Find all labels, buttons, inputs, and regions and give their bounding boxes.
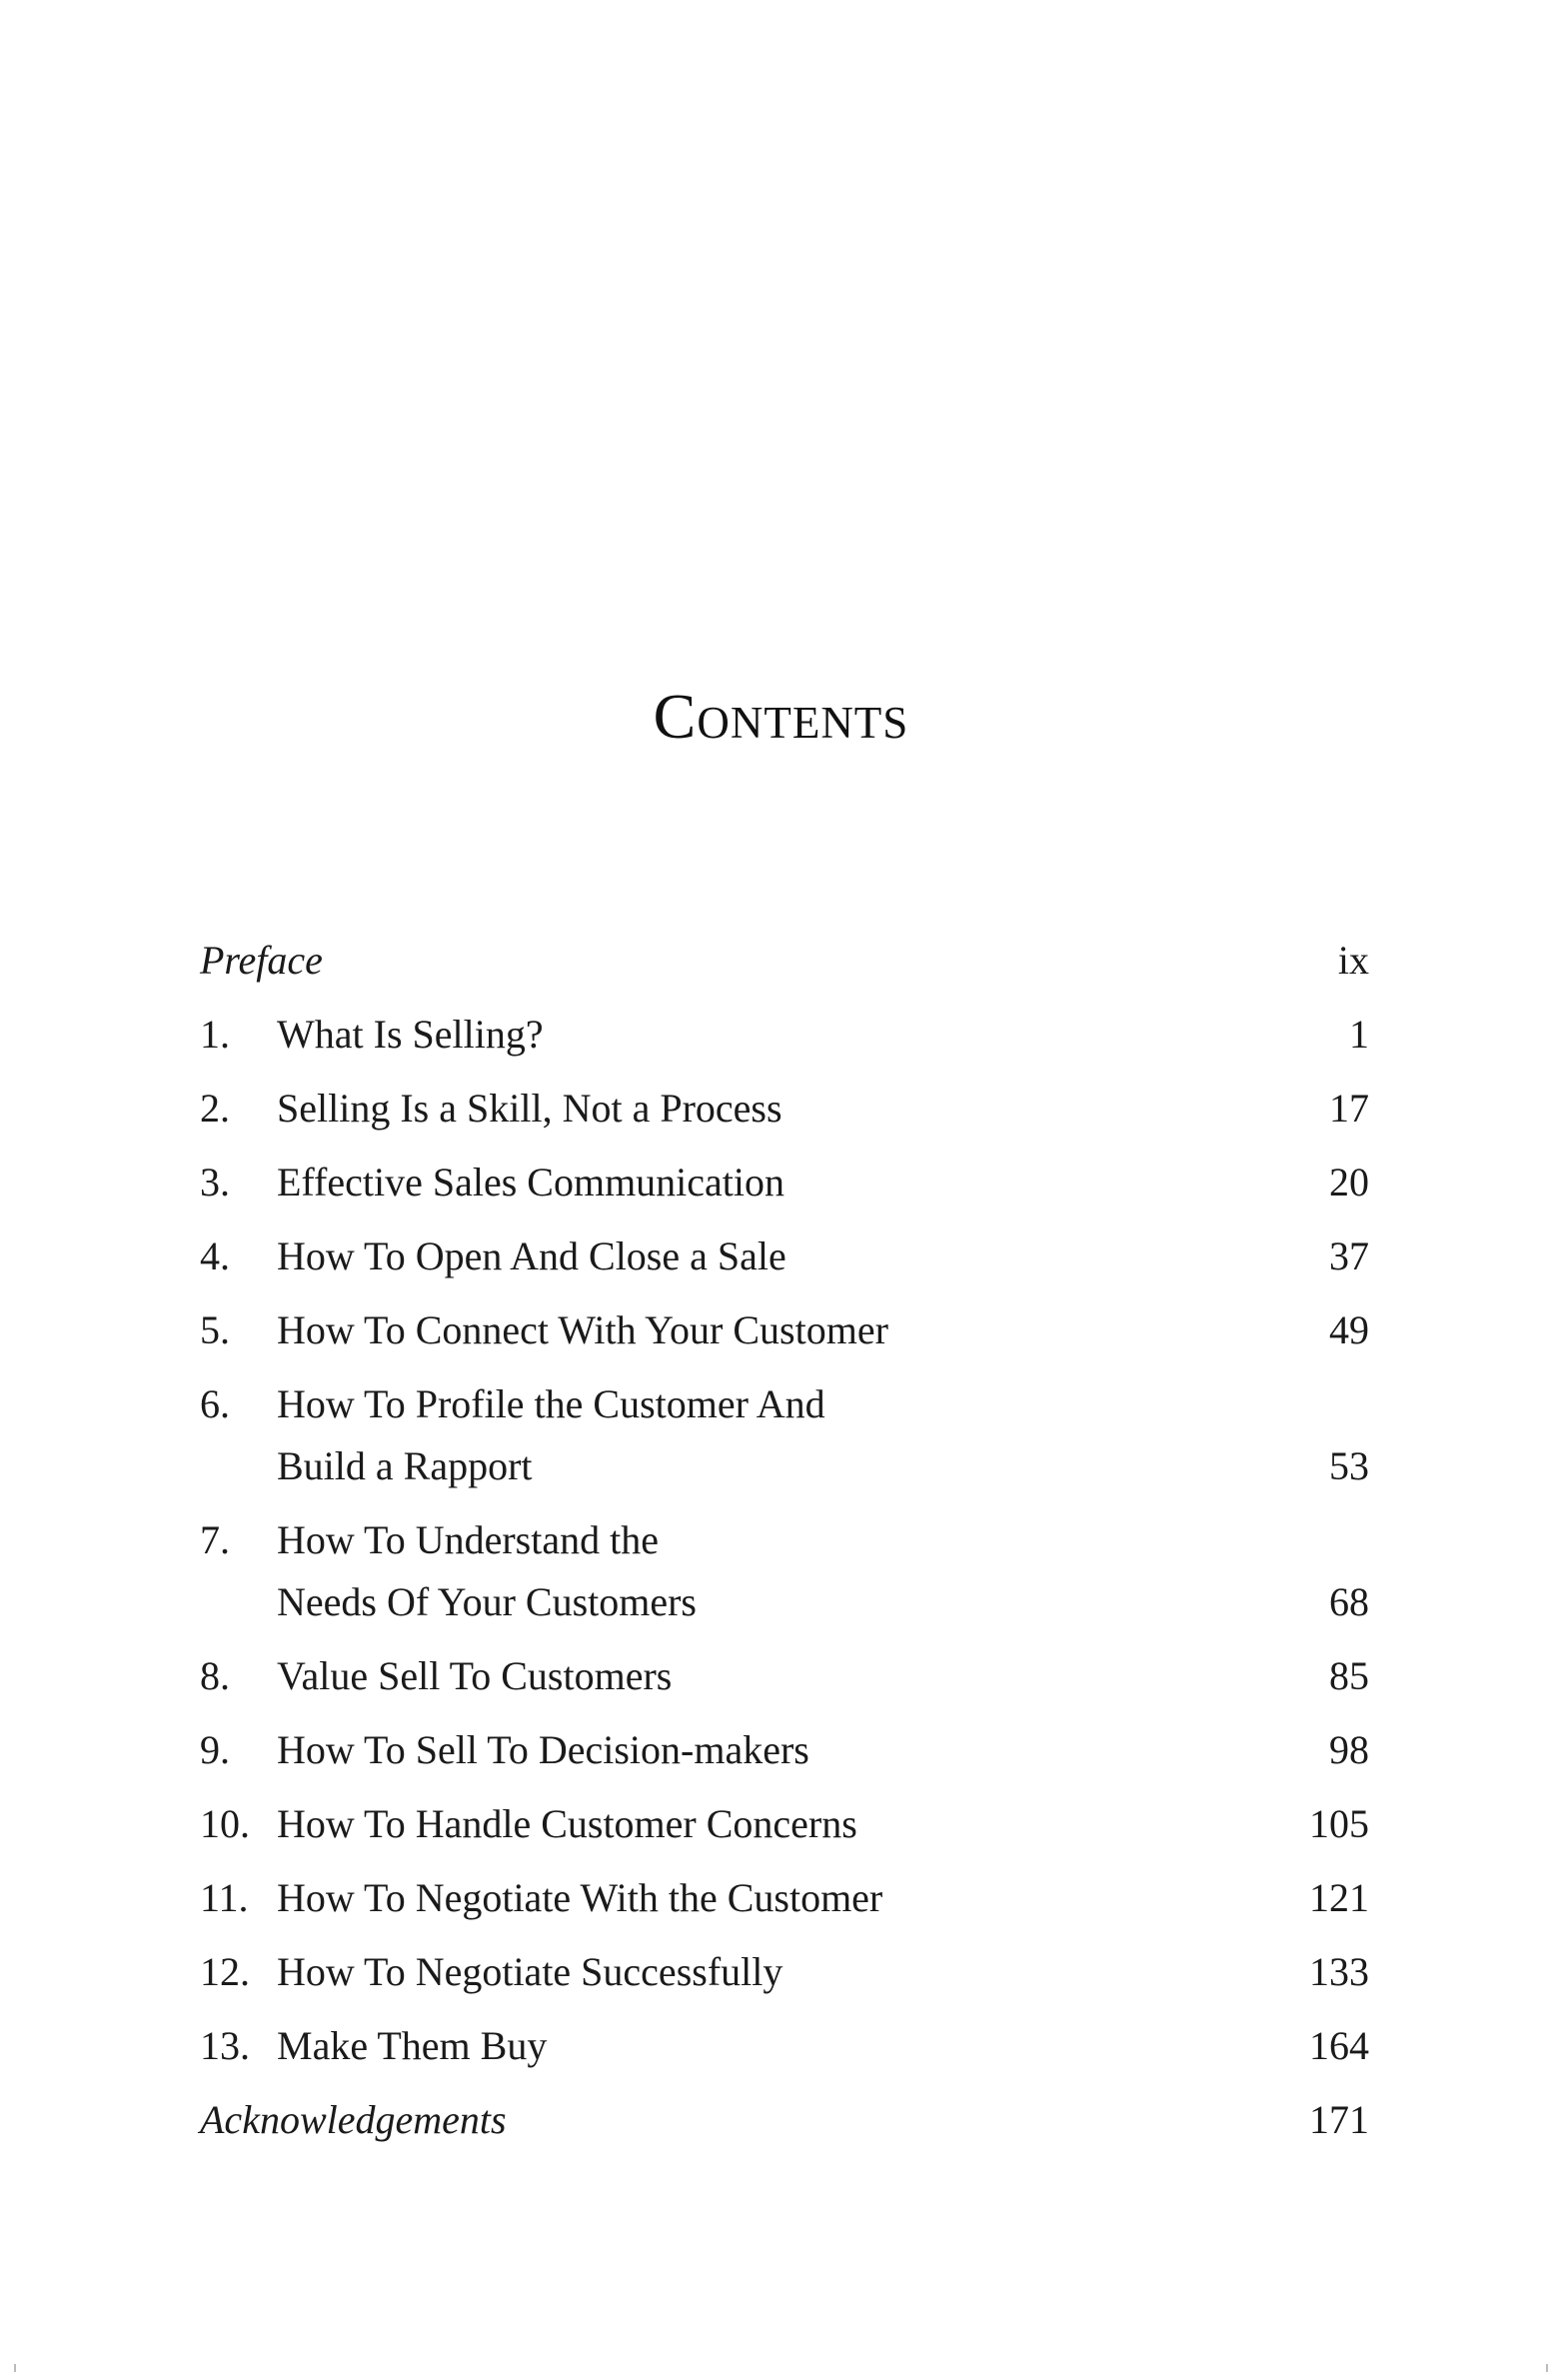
- page-number: 85: [1329, 1653, 1369, 1698]
- toc-entry[interactable]: [200, 1645, 1369, 1707]
- toc-entry[interactable]: [200, 1509, 1369, 1633]
- toc-entry[interactable]: [200, 1373, 1369, 1497]
- table-of-contents: [200, 930, 1369, 2163]
- page-number: 105: [1309, 1801, 1369, 1846]
- crop-mark: [1546, 2364, 1548, 2372]
- chapter-title: Value Sell To Customers: [277, 1653, 673, 1698]
- chapter-number: 11.: [200, 1875, 249, 1920]
- chapter-title: How To Open And Close a Sale: [277, 1233, 786, 1278]
- chapter-number: 2.: [200, 1086, 230, 1131]
- toc-entry[interactable]: [200, 1078, 1369, 1140]
- toc-entry[interactable]: [200, 1004, 1369, 1066]
- chapter-number: 12.: [200, 1949, 250, 1994]
- toc-entry[interactable]: [200, 2015, 1369, 2077]
- chapter-title: What Is Selling?: [277, 1012, 544, 1057]
- chapter-number: 3.: [200, 1160, 230, 1204]
- toc-entry[interactable]: [200, 1867, 1369, 1929]
- page-number: ix: [1337, 938, 1369, 983]
- chapter-number: 1.: [200, 1012, 230, 1057]
- toc-entry[interactable]: [200, 930, 1369, 992]
- page-number: 121: [1309, 1875, 1369, 1920]
- toc-entry[interactable]: [200, 1225, 1369, 1287]
- toc-entry[interactable]: [200, 1152, 1369, 1213]
- chapter-title: How To Connect With Your Customer: [277, 1307, 888, 1352]
- toc-entry[interactable]: [200, 1793, 1369, 1855]
- crop-mark: [14, 2364, 16, 2372]
- chapter-title: Preface: [200, 938, 323, 983]
- page-number: 53: [1329, 1443, 1369, 1488]
- chapter-title: How To Profile the Customer And Build a Rapport: [277, 1381, 825, 1488]
- chapter-number: 13.: [200, 2023, 250, 2068]
- chapter-number: 4.: [200, 1233, 230, 1278]
- toc-entry[interactable]: [200, 1941, 1369, 2003]
- toc-entry[interactable]: [200, 2089, 1369, 2151]
- toc-entry[interactable]: [200, 1299, 1369, 1361]
- chapter-title: Make Them Buy: [277, 2023, 548, 2068]
- chapter-title: How To Understand the Needs Of Your Customers: [277, 1517, 697, 1624]
- page-number: 171: [1309, 2097, 1369, 2142]
- chapter-number: 10.: [200, 1801, 250, 1846]
- chapter-title: How To Sell To Decision-makers: [277, 1727, 809, 1772]
- chapter-title: How To Negotiate With the Customer: [277, 1875, 883, 1920]
- page-number: 164: [1309, 2023, 1369, 2068]
- chapter-title: How To Handle Customer Concerns: [277, 1801, 857, 1846]
- chapter-number: 8.: [200, 1653, 230, 1698]
- page-number: 1: [1349, 1012, 1369, 1057]
- chapter-number: 7.: [200, 1517, 230, 1562]
- chapter-title: Effective Sales Communication: [277, 1160, 785, 1204]
- page-number: 17: [1329, 1086, 1369, 1131]
- page-number: 20: [1329, 1160, 1369, 1204]
- chapter-title: How To Negotiate Successfully: [277, 1949, 783, 1994]
- page-number: 68: [1329, 1579, 1369, 1624]
- toc-entry[interactable]: [200, 1719, 1369, 1781]
- chapter-title: Acknowledgements: [200, 2097, 507, 2142]
- page-number: 49: [1329, 1307, 1369, 1352]
- page-number: 37: [1329, 1233, 1369, 1278]
- chapter-number: 5.: [200, 1307, 230, 1352]
- chapter-number: 6.: [200, 1381, 230, 1426]
- page-number: 98: [1329, 1727, 1369, 1772]
- chapter-title: Selling Is a Skill, Not a Process: [277, 1086, 782, 1131]
- page-number: 133: [1309, 1949, 1369, 1994]
- chapter-number: 9.: [200, 1727, 230, 1772]
- page-title: Contents: [653, 681, 909, 752]
